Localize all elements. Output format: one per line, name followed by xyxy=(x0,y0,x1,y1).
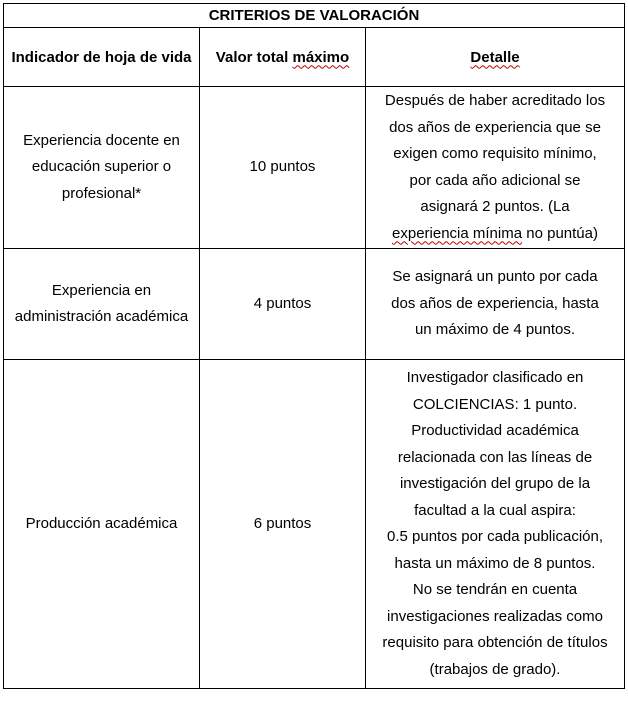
detail-line: Investigador clasificado en xyxy=(406,369,584,386)
table-title: CRITERIOS DE VALORACIÓN xyxy=(4,4,625,28)
detail-line: exigen como requisito mínimo, xyxy=(393,145,597,162)
detail-rest-text: no puntúa) xyxy=(522,224,598,242)
row-detail xyxy=(366,249,625,360)
table-row xyxy=(4,87,625,249)
detail-line: dos años de experiencia que se xyxy=(389,118,601,136)
row-value: 4 puntos xyxy=(200,249,366,360)
header-detail-text: Detalle xyxy=(470,48,520,66)
row-indicator-text: Experiencia en administración académica xyxy=(14,281,189,325)
detail-line: COLCIENCIAS: 1 punto. xyxy=(412,395,578,413)
table-row xyxy=(4,249,625,360)
detail-line: asignará 2 puntos. (La xyxy=(420,198,570,215)
detail-line: Productividad académica xyxy=(411,422,579,439)
criteria-table xyxy=(3,3,625,689)
detail-line: por cada año adicional se xyxy=(409,171,581,189)
detail-squiggle-text: experiencia mínima xyxy=(392,224,523,242)
row-detail xyxy=(366,360,625,689)
header-value-squiggle: máximo xyxy=(292,48,350,66)
row-indicator xyxy=(4,360,200,689)
header-indicator-text: Indicador de hoja de vida xyxy=(11,48,192,66)
row-indicator xyxy=(4,87,200,249)
detail-line: investigación del grupo de la xyxy=(399,475,591,492)
detail-line: requisito para obtención de títulos xyxy=(382,634,608,651)
detail-line: un máximo de 4 puntos. xyxy=(414,321,576,339)
detail-line: No se tendrán en cuenta xyxy=(412,581,578,598)
detail-line: (trabajos de grado). xyxy=(429,660,561,678)
header-value xyxy=(200,28,366,87)
detail-line: Después de haber acreditado los xyxy=(384,92,606,109)
header-indicator xyxy=(4,28,200,87)
detail-line: Se asignará un punto por cada xyxy=(392,268,598,286)
detail-line-last xyxy=(370,221,620,248)
table-row xyxy=(4,360,625,689)
row-detail xyxy=(366,87,625,249)
header-value-prefix: Valor total xyxy=(215,48,293,66)
detail-line: 0.5 puntos por cada publicación, xyxy=(387,528,603,545)
detail-line: investigaciones realizadas como xyxy=(387,607,603,625)
row-value: 6 puntos xyxy=(200,360,366,689)
row-indicator xyxy=(4,249,200,360)
row-indicator-text: Producción académica xyxy=(25,514,178,532)
row-indicator-text: Experiencia docente en educación superior o profesional* xyxy=(23,131,180,202)
detail-line: facultad a la cual aspira: xyxy=(414,501,576,519)
header-detail xyxy=(366,28,625,87)
detail-line: dos años de experiencia, hasta xyxy=(391,294,599,312)
detail-line: relacionada con las líneas de xyxy=(397,448,593,466)
detail-line: hasta un máximo de 8 puntos. xyxy=(394,554,596,572)
row-value: 10 puntos xyxy=(200,87,366,249)
